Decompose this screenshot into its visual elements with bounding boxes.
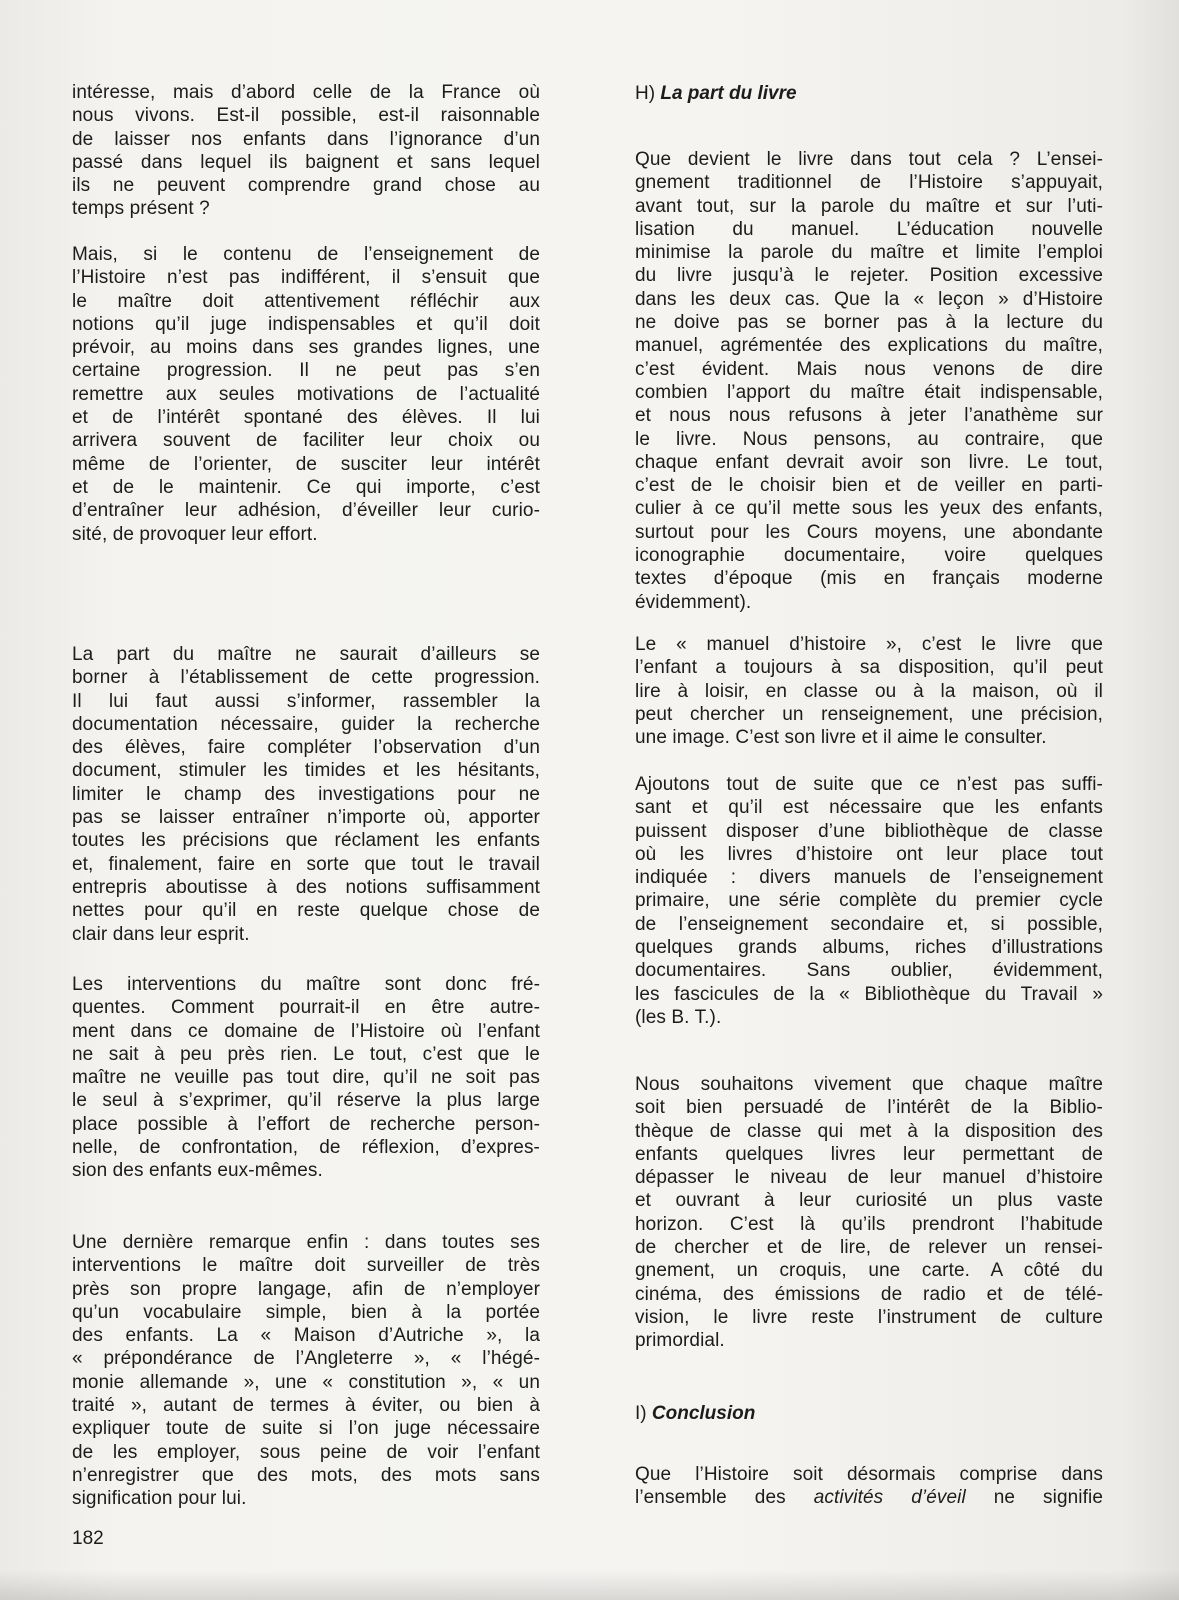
text-line: quentes. Comment pourrait-il en être autre- xyxy=(72,997,540,1019)
text-line: près son propre langage, afin de n’employer xyxy=(72,1278,540,1300)
paragraph xyxy=(635,148,1103,614)
text-line: les fascicules de la « Bibliothèque du Travail » xyxy=(635,983,1103,1005)
text-line: même de l’orienter, de susciter leur intérêt xyxy=(72,453,540,475)
text-line: quelques grands albums, riches d’illustrations xyxy=(635,937,1103,959)
text-line: (les B. T.). xyxy=(635,1006,722,1028)
paragraph xyxy=(635,633,1103,749)
text-line: puissent disposer d’une bibliothèque de classe xyxy=(635,820,1103,842)
text-line: document, stimuler les timides et les hésitants, xyxy=(72,760,540,782)
text-line: dépasser le niveau de leur manuel d’histoire xyxy=(635,1167,1103,1189)
text-line: avant tout, sur la parole du maître et sur l’uti- xyxy=(635,195,1103,217)
text-line: dans les deux cas. Que la « leçon » d’Histoire xyxy=(635,288,1103,310)
text-line: et de l’intérêt spontané des élèves. Il lui xyxy=(72,407,540,429)
text-line: certaine progression. Il ne peut pas s’en xyxy=(72,360,540,382)
text-line: signification pour lui. xyxy=(72,1488,247,1510)
text-line: borner à l’établissement de cette progression. xyxy=(72,667,540,689)
text-line: horizon. C’est là qu’ils prendront l’habitude xyxy=(635,1213,1103,1235)
text-line: peut chercher un renseignement, une précision, xyxy=(635,703,1103,725)
section-letter: I) xyxy=(635,1403,647,1424)
text-line: sité, de provoquer leur effort. xyxy=(72,523,318,545)
text-line: du livre jusqu’à le rejeter. Position excessive xyxy=(635,265,1103,287)
text-line xyxy=(635,1486,1103,1509)
text-line: des enfants. La « Maison d’Autriche », la xyxy=(72,1325,540,1347)
text-line: primaire, une série complète du premier cycle xyxy=(635,890,1103,912)
text-line: de laisser nos enfants dans l’ignorance d’un xyxy=(72,128,540,150)
text-line: n’enregistrer que des mots, des mots sans xyxy=(72,1464,540,1486)
text-line: limiter le champ des investigations pour ne xyxy=(72,783,540,805)
paragraph xyxy=(635,1073,1103,1353)
text-line: « prépondérance de l’Angleterre », « l’hégé- xyxy=(72,1348,540,1370)
text-line: Les interventions du maître sont donc fré- xyxy=(72,974,540,995)
text-line: une image. C’est son livre et il aime le consulter. xyxy=(635,727,1047,749)
text-line: nelle, de confrontation, de réflexion, d’expres- xyxy=(72,1137,540,1159)
text-line: surtout pour les Cours moyens, une abondante xyxy=(635,521,1103,543)
text-line: Ajoutons tout de suite que ce n’est pas suffi- xyxy=(635,774,1103,795)
text-line: où les livres d’histoire ont leur place tout xyxy=(635,843,1103,865)
text-line: lisation du manuel. L’éducation nouvelle xyxy=(635,218,1103,240)
text-line: toutes les précisions que réclament les enfants xyxy=(72,830,540,852)
text-line: entrepris aboutisse à des notions suffisamment xyxy=(72,876,540,898)
text-line: de chercher et de lire, de relever un rensei- xyxy=(635,1237,1103,1259)
text-line: de l’enseignement secondaire et, si possible, xyxy=(635,913,1103,935)
section-letter: H) xyxy=(635,83,656,104)
text-line: indiquée : divers manuels de l’enseignement xyxy=(635,867,1103,889)
section-heading-i xyxy=(635,1402,755,1425)
text-line: lire à loisir, en classe ou à la maison, où il xyxy=(635,680,1103,702)
text-line: documentation nécessaire, guider la recherche xyxy=(72,713,540,735)
text-line: place possible à l’effort de recherche person- xyxy=(72,1113,540,1135)
text-line: ment dans ce domaine de l’Histoire où l’enfant xyxy=(72,1020,540,1042)
text-line: Nous souhaitons vivement que chaque maître xyxy=(635,1074,1103,1095)
text-line: monie allemande », une « constitution », « un xyxy=(72,1371,540,1393)
text-line: et nous nous refusons à jeter l’anathème sur xyxy=(635,405,1103,427)
text-line: remettre aux seules motivations de l’actualité xyxy=(72,383,540,405)
text-line: soit bien persuadé de l’intérêt de la Biblio- xyxy=(635,1097,1103,1119)
text-line: de les employer, sous peine de voir l’enfant xyxy=(72,1441,540,1463)
text-line: chaque enfant devrait avoir son livre. Le tout, xyxy=(635,451,1103,473)
text-line: l’enfant a toujours à sa disposition, qu’il peut xyxy=(635,657,1103,679)
text-line: iconographie documentaire, voire quelques xyxy=(635,545,1103,567)
text-line: interventions le maître doit surveiller de très xyxy=(72,1255,540,1277)
paragraph xyxy=(72,643,540,946)
paragraph xyxy=(72,243,540,546)
text-line: et ouvrant à leur curiosité un plus vaste xyxy=(635,1190,1103,1212)
text-line: enfants quelques livres leur permettant de xyxy=(635,1143,1103,1165)
text-line: qu’un vocabulaire simple, bien à la portée xyxy=(72,1301,540,1323)
text-line: arrivera souvent de faciliter leur choix ou xyxy=(72,430,540,452)
text-line: l’Histoire n’est pas indifférent, il s’ensuit que xyxy=(72,267,540,289)
text-line: Une dernière remarque enfin : dans toutes ses xyxy=(72,1232,540,1253)
text-line: et, finalement, faire en sorte que tout le travail xyxy=(72,853,540,875)
section-title: Conclusion xyxy=(651,1403,756,1424)
text-line: sant et qu’il est nécessaire que les enfants xyxy=(635,797,1103,819)
text-line: Que devient le livre dans tout cela ? L’ensei- xyxy=(635,149,1103,170)
text-line: intéresse, mais d’abord celle de la France où xyxy=(72,82,540,103)
text-line: ne doive pas se borner pas à la lecture du xyxy=(635,312,1103,334)
text-line: gnement traditionnel de l’Histoire s’appuyait, xyxy=(635,172,1103,194)
paragraph xyxy=(635,773,1103,1029)
paragraph xyxy=(72,81,540,221)
text-line: cinéma, des émissions de radio et de télé- xyxy=(635,1283,1103,1305)
section-title: La part du livre xyxy=(660,83,797,104)
text-line: notions qu’il juge indispensables et qu’il doit xyxy=(72,313,540,335)
paragraph xyxy=(72,1231,540,1511)
text-line: gnement, un croquis, une carte. A côté du xyxy=(635,1260,1103,1282)
section-heading-h xyxy=(635,82,797,105)
text-line: primordial. xyxy=(635,1330,725,1352)
text-line: expliquer toute de suite si l’on juge nécessaire xyxy=(72,1418,540,1440)
text-line: clair dans leur esprit. xyxy=(72,923,250,945)
text-line: manuel, agrémentée des explications du maître, xyxy=(635,335,1103,357)
text-line: évidemment). xyxy=(635,591,752,613)
text-line: sion des enfants eux-mêmes. xyxy=(72,1160,323,1182)
text-line: Le « manuel d’histoire », c’est le livre que xyxy=(635,634,1103,655)
text-line: temps présent ? xyxy=(72,198,210,220)
text-line: le maître doit attentivement réfléchir aux xyxy=(72,290,540,312)
page-number: 182 xyxy=(72,1528,104,1549)
text-line: prévoir, au moins dans ses grandes lignes, une xyxy=(72,337,540,359)
italic-term: activités d’éveil xyxy=(813,1487,966,1509)
text-line: Il lui faut aussi s’informer, rassembler la xyxy=(72,690,540,712)
text-line: le seul à s’exprimer, qu’il réserve la plus large xyxy=(72,1090,540,1112)
text-line: thèque de classe qui met à la disposition des xyxy=(635,1120,1103,1142)
text-line: culier à ce qu’il mette sous les yeux des enfants, xyxy=(635,498,1103,520)
text-line: Mais, si le contenu de l’enseignement de xyxy=(72,244,540,265)
text-line: nous vivons. Est-il possible, est-il raisonnable xyxy=(72,105,540,127)
paragraph-conclusion xyxy=(635,1463,1103,1510)
text-line: traité », autant de termes à éviter, ou bien à xyxy=(72,1395,540,1417)
text-span: l’ensemble des xyxy=(635,1487,814,1509)
text-line: documentaires. Sans oublier, évidemment, xyxy=(635,960,1103,982)
text-line: des élèves, faire compléter l’observation d’un xyxy=(72,737,540,759)
text-line: combien l’apport du maître était indispensable, xyxy=(635,381,1103,403)
page-edge-shadow xyxy=(0,1570,1179,1600)
text-line: le livre. Nous pensons, au contraire, que xyxy=(635,428,1103,450)
text-line: passé dans lequel ils baignent et sans lequel xyxy=(72,151,540,173)
text-line: nettes pour qu’il en reste quelque chose de xyxy=(72,900,540,922)
text-line: d’entraîner leur adhésion, d’éveiller leur curio- xyxy=(72,500,540,522)
text-line: Que l’Histoire soit désormais comprise dans xyxy=(635,1464,1103,1485)
text-line: pas se laisser entraîner n’importe où, apporter xyxy=(72,807,540,829)
text-line: textes d’époque (mis en français moderne xyxy=(635,568,1103,590)
text-line: vision, le livre reste l’instrument de culture xyxy=(635,1306,1103,1328)
text-span: ne signifie xyxy=(965,1487,1103,1509)
paragraph xyxy=(72,973,540,1183)
text-line: ils ne peuvent comprendre grand chose au xyxy=(72,175,540,197)
text-line: La part du maître ne saurait d’ailleurs se xyxy=(72,644,540,665)
text-line: maître ne veuille pas tout dire, qu’il ne soit pas xyxy=(72,1067,540,1089)
text-line: et de le maintenir. Ce qui importe, c’est xyxy=(72,476,540,498)
text-line: c’est évident. Mais nous venons de dire xyxy=(635,358,1103,380)
text-line: minimise la parole du maître et limite l’emploi xyxy=(635,242,1103,264)
text-line: ne sait à peu près rien. Le tout, c’est que le xyxy=(72,1043,540,1065)
text-line: c’est de le choisir bien et de veiller en parti- xyxy=(635,475,1103,497)
